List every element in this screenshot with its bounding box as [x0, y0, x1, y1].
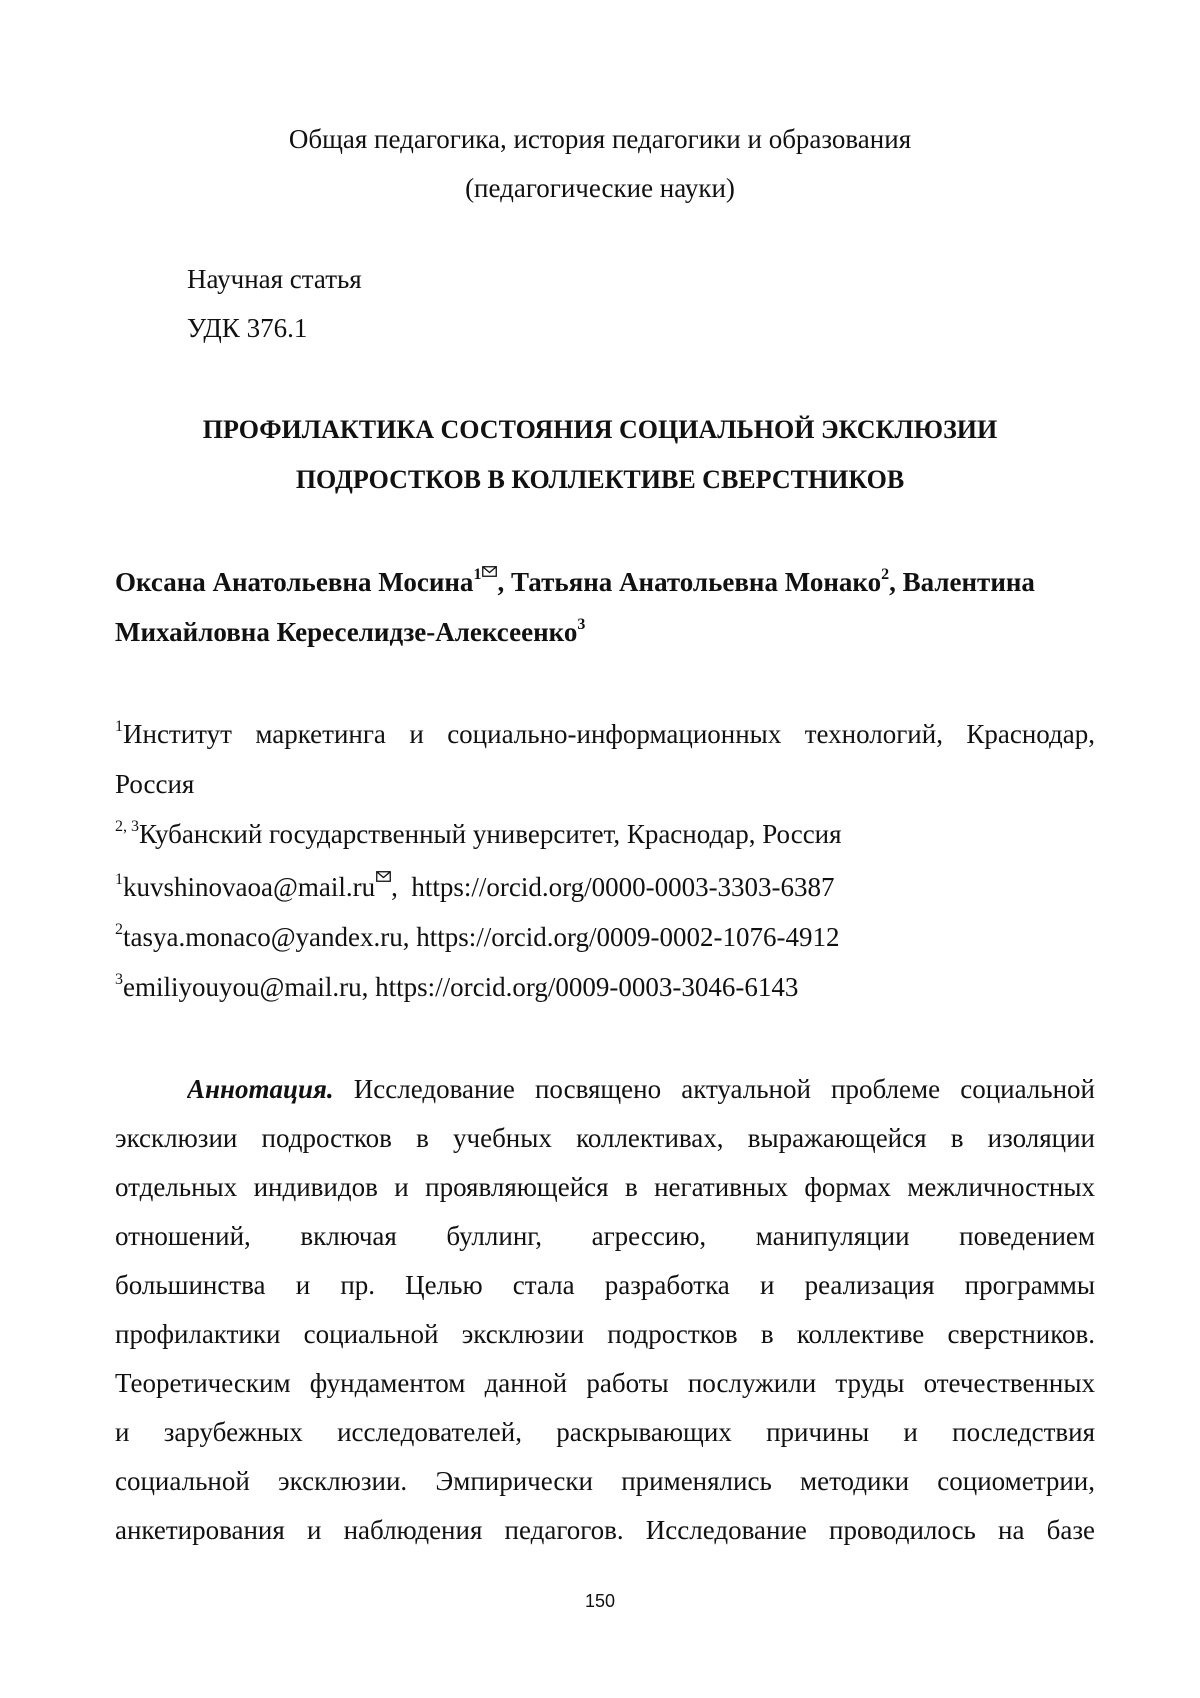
authors-line-2	[115, 616, 585, 648]
authors-line-1	[115, 566, 1035, 598]
specialty-line-1: Общая педагогика, история педагогики и образования	[288, 124, 912, 154]
contact-3-email[interactable]: emiliyouyou@mail.ru	[123, 972, 362, 1002]
contact-1-separator: ,	[391, 872, 412, 902]
abstract-line-7: Теоретическим фундаментом данной работы послужили труды отечественных	[115, 1368, 1095, 1398]
specialty-line-2: (педагогические науки)	[465, 173, 735, 203]
page-number: 150	[584, 1591, 616, 1611]
affiliation-2	[115, 818, 842, 850]
contact-3-separator: ,	[361, 972, 376, 1002]
affiliation-2-sup: 2, 3	[115, 818, 139, 835]
envelope-icon	[482, 566, 497, 577]
article-type: Научная статья	[187, 264, 362, 294]
affiliation-1-text: Институт маркетинга и социально-информационных технологий, Краснодар,	[123, 719, 1095, 749]
author-2-name: Татьяна Анатольевна Монако	[510, 567, 882, 597]
abstract-line-3: отдельных индивидов и проявляющейся в негативных формах межличностных	[115, 1172, 1095, 1202]
abstract-line-1	[187, 1073, 1095, 1105]
contact-1-sup: 1	[115, 871, 123, 888]
authors-separator-1: ,	[497, 567, 511, 597]
author-2-sup: 2	[881, 566, 890, 583]
affiliation-1-sup: 1	[115, 718, 123, 735]
abstract-line-8: и зарубежных исследователей, раскрывающих причины и последствия	[115, 1417, 1095, 1447]
abstract-text-1: Исследование посвящено актуальной проблеме социальной	[353, 1074, 1095, 1104]
author-1-sup: 1	[473, 566, 482, 583]
abstract-label: Аннотация.	[187, 1074, 334, 1104]
contact-1-email[interactable]: kuvshinovaoa@mail.ru	[123, 872, 376, 902]
abstract-line-9: социальной эксклюзии. Эмпирически применялись методики социометрии,	[115, 1466, 1095, 1496]
contact-1-orcid[interactable]: https://orcid.org/0000-0003-3303-6387	[411, 872, 835, 902]
article-title-line-2: ПОДРОСТКОВ В КОЛЛЕКТИВЕ СВЕРСТНИКОВ	[295, 465, 905, 494]
abstract-line-2: эксклюзии подростков в учебных коллективах, выражающейся в изоляции	[115, 1123, 1095, 1153]
contact-line-2	[115, 921, 840, 953]
author-1-name: Оксана Анатольевна Мосина	[115, 567, 474, 597]
envelope-icon	[376, 871, 391, 882]
contact-3-orcid[interactable]: https://orcid.org/0009-0003-3046-6143	[375, 972, 799, 1002]
author-3-name: Михайловна Кереселидзе-Алексеенко	[115, 617, 578, 647]
affiliation-1-line-2: Россия	[115, 769, 195, 799]
contact-3-sup: 3	[115, 971, 123, 988]
abstract-line-6: профилактики социальной эксклюзии подростков в коллективе сверстников.	[115, 1319, 1095, 1349]
affiliation-1-line-1	[115, 718, 1095, 750]
contact-2-orcid[interactable]: https://orcid.org/0009-0002-1076-4912	[416, 922, 840, 952]
udk-code: УДК 376.1	[187, 313, 308, 343]
article-title-line-1: ПРОФИЛАКТИКА СОСТОЯНИЯ СОЦИАЛЬНОЙ ЭКСКЛЮЗИИ	[202, 415, 998, 444]
abstract-line-5: большинства и пр. Целью стала разработка и реализация программы	[115, 1270, 1095, 1300]
abstract-line-10: анкетирования и наблюдения педагогов. Исследование проводилось на базе	[115, 1515, 1095, 1545]
contact-line-3	[115, 971, 798, 1003]
affiliation-2-text: Кубанский государственный университет, Краснодар, Россия	[139, 819, 842, 849]
contact-2-email[interactable]: tasya.monaco@yandex.ru	[123, 922, 403, 952]
contact-line-1	[115, 871, 835, 903]
authors-separator-2: , Валентина	[889, 567, 1035, 597]
contact-2-separator: ,	[402, 922, 417, 952]
abstract-line-4: отношений, включая буллинг, агрессию, манипуляции поведением	[115, 1221, 1095, 1251]
author-3-sup: 3	[577, 616, 586, 633]
contact-2-sup: 2	[115, 921, 123, 938]
